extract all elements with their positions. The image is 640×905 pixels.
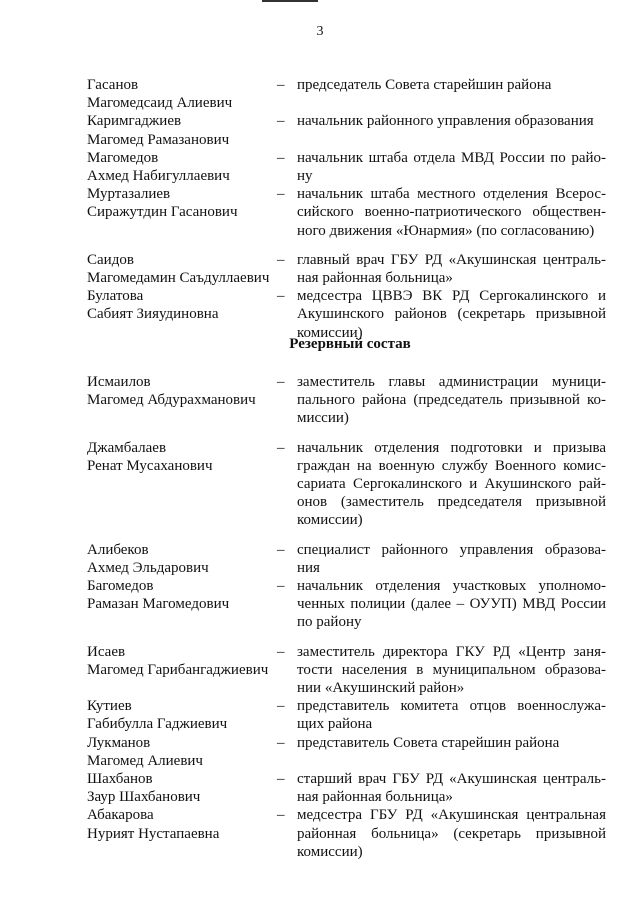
- member-role: [297, 577, 606, 632]
- member-entry: [87, 112, 605, 148]
- reserve-heading: Резервный состав: [289, 336, 411, 352]
- member-name-line: Заур Шахбанович: [87, 789, 201, 806]
- member-role: [297, 541, 606, 577]
- dash-separator: –: [277, 186, 285, 203]
- dash-separator: –: [277, 698, 285, 715]
- member-name: [87, 112, 277, 148]
- member-role-line: начальник штаба местного отделения Всерос-: [297, 186, 606, 203]
- member-entry: [87, 643, 605, 698]
- member-name-line: Магомедов: [87, 149, 159, 166]
- member-name-line: Сабият Зияудиновна: [87, 306, 219, 323]
- member-name: [87, 643, 277, 698]
- member-role: [297, 439, 606, 530]
- member-entry: [87, 76, 605, 112]
- dash-separator: –: [277, 578, 285, 595]
- member-role-line: представитель комитета отцов военнослужа-: [297, 698, 606, 715]
- dash-separator: –: [277, 374, 285, 390]
- member-entry: [87, 734, 605, 770]
- member-role-line: председатель Совета старейшин района: [297, 77, 552, 93]
- member-entry: [87, 149, 605, 185]
- member-name: [87, 287, 277, 342]
- member-role-line: заместитель главы администрации муници-: [297, 374, 606, 390]
- member-role-line: начальник штаба отдела МВД России по райо-: [297, 149, 606, 166]
- member-name: [87, 577, 277, 632]
- member-role-line: главный врач ГБУ РД «Акушинская централь-: [297, 251, 606, 268]
- member-name: [87, 149, 277, 185]
- member-name-line: Шахбанов: [87, 771, 153, 788]
- member-role-line: Акушинского районов (секретарь призывной: [297, 306, 606, 323]
- member-name-line: Магомед Гарибангаджиевич: [87, 661, 269, 678]
- dash-separator: –: [277, 149, 285, 166]
- member-name-line: Габибулла Гаджиевич: [87, 716, 228, 733]
- member-name-line: Алибеков: [87, 541, 149, 558]
- member-role-line: ного движения «Юнармия» (по согласованию): [297, 222, 595, 239]
- member-name-line: Ахмед Эльдарович: [87, 559, 209, 576]
- member-role-line: комиссии): [297, 324, 363, 341]
- member-role-line: сариата Сергокалинского и Акушинского рай-: [297, 476, 606, 493]
- member-name-line: Ренат Мусаханович: [87, 457, 213, 474]
- member-role-line: ченных полиции (далее – ОУУП) МВД России: [297, 596, 606, 613]
- member-role: [297, 373, 606, 428]
- member-name-line: Ахмед Набигуллаевич: [87, 168, 230, 185]
- main-composition-list: [87, 76, 605, 342]
- member-entry: [87, 185, 605, 240]
- member-entry: [87, 251, 605, 287]
- member-name-line: Исмаилов: [87, 374, 151, 390]
- member-name-line: Магомедамин Саъдуллаевич: [87, 270, 270, 287]
- member-role-line: пального района (председатель призывной ко-: [297, 392, 606, 409]
- member-entry: [87, 541, 605, 577]
- member-name-line: Саидов: [87, 251, 134, 268]
- member-name: [87, 251, 277, 287]
- dash-separator: –: [277, 734, 285, 751]
- member-role-line: щих района: [297, 716, 373, 733]
- member-name-line: Булатова: [87, 288, 144, 305]
- member-name-line: Рамазан Магомедович: [87, 596, 230, 613]
- member-role-line: тости населения в муниципальном образова-: [297, 661, 606, 678]
- member-name-line: Джамбалаев: [87, 439, 167, 456]
- member-role-line: медсестра ГБУ РД «Акушинская центральная: [297, 807, 606, 824]
- member-name: [87, 806, 277, 861]
- member-name-line: Магомед Абдурахманович: [87, 392, 256, 409]
- member-role: [297, 697, 606, 733]
- member-role: [297, 251, 606, 287]
- member-name: [87, 76, 277, 112]
- dash-separator: –: [277, 251, 285, 268]
- member-name-line: Лукманов: [87, 734, 151, 751]
- member-role-line: по району: [297, 614, 362, 631]
- member-role-line: нии «Акушинский район»: [297, 680, 465, 697]
- member-name-line: Нурият Нустапаевна: [87, 825, 220, 842]
- member-entry: [87, 697, 605, 733]
- member-role-line: ну: [297, 168, 313, 185]
- top-mark: [262, 0, 318, 6]
- member-entry: [87, 373, 605, 428]
- member-role: [297, 149, 606, 185]
- member-role-line: комиссии): [297, 512, 363, 529]
- member-role: [297, 185, 606, 240]
- member-entry: [87, 770, 605, 806]
- dash-separator: –: [277, 643, 285, 660]
- member-role: [297, 770, 606, 806]
- member-name-line: Кутиев: [87, 698, 132, 715]
- page-number: 3: [316, 24, 324, 39]
- member-name-line: Сиражутдин Гасанович: [87, 204, 238, 221]
- dash-separator: –: [277, 77, 285, 93]
- member-name-line: Исаев: [87, 643, 126, 660]
- member-role-line: ная районная больница»: [297, 789, 453, 806]
- member-entry: [87, 577, 605, 632]
- member-role: [297, 287, 606, 342]
- member-role: [297, 643, 606, 698]
- member-role: [297, 734, 606, 770]
- member-entry: [87, 806, 605, 861]
- member-role-line: граждан на военную службу Военного комис-: [297, 457, 606, 474]
- member-entry: [87, 287, 605, 342]
- member-name: [87, 697, 277, 733]
- member-name-line: Каримгаджиев: [87, 113, 182, 130]
- member-name: [87, 770, 277, 806]
- member-role-line: миссии): [297, 410, 349, 427]
- member-role: [297, 112, 606, 148]
- member-entry: [87, 439, 605, 530]
- member-role-line: начальник районного управления образования: [297, 113, 594, 130]
- member-name-line: Магомедсаид Алиевич: [87, 95, 233, 112]
- member-name-line: Магомед Рамазанович: [87, 131, 230, 148]
- member-role-line: сийского военно-патриотического обществен-: [297, 204, 606, 221]
- member-role-line: районная больница» (секретарь призывной: [297, 825, 606, 842]
- member-name-line: Багомедов: [87, 578, 154, 595]
- member-name-line: Муртазалиев: [87, 186, 171, 203]
- member-role: [297, 76, 606, 112]
- member-role-line: комиссии): [297, 843, 363, 860]
- member-role-line: специалист районного управления образова-: [297, 541, 606, 558]
- dash-separator: –: [277, 771, 285, 788]
- member-role-line: заместитель директора ГКУ РД «Центр заня-: [297, 643, 606, 660]
- member-name: [87, 541, 277, 577]
- member-role-line: начальник отделения подготовки и призыва: [297, 439, 606, 456]
- dash-separator: –: [277, 288, 285, 305]
- member-role: [297, 806, 606, 861]
- reserve-composition-list: [87, 373, 605, 861]
- dash-separator: –: [277, 439, 285, 456]
- member-name: [87, 439, 277, 530]
- dash-separator: –: [277, 807, 285, 824]
- member-role-line: представитель Совета старейшин района: [297, 734, 560, 751]
- member-name: [87, 373, 277, 428]
- dash-separator: –: [277, 541, 285, 558]
- member-role-line: старший врач ГБУ РД «Акушинская централь-: [297, 771, 606, 788]
- member-name-line: Гасанов: [87, 77, 139, 93]
- member-role-line: ния: [297, 559, 320, 576]
- member-role-line: начальник отделения участковых уполномо-: [297, 578, 606, 595]
- member-name-line: Абакарова: [87, 807, 154, 824]
- member-role-line: медсестра ЦВВЭ ВК РД Сергокалинского и: [297, 288, 606, 305]
- dash-separator: –: [277, 113, 285, 130]
- member-role-line: онов (заместитель председателя призывной: [297, 494, 606, 511]
- member-name: [87, 734, 277, 770]
- member-name: [87, 185, 277, 240]
- member-name-line: Магомед Алиевич: [87, 752, 203, 769]
- member-role-line: ная районная больница»: [297, 270, 453, 287]
